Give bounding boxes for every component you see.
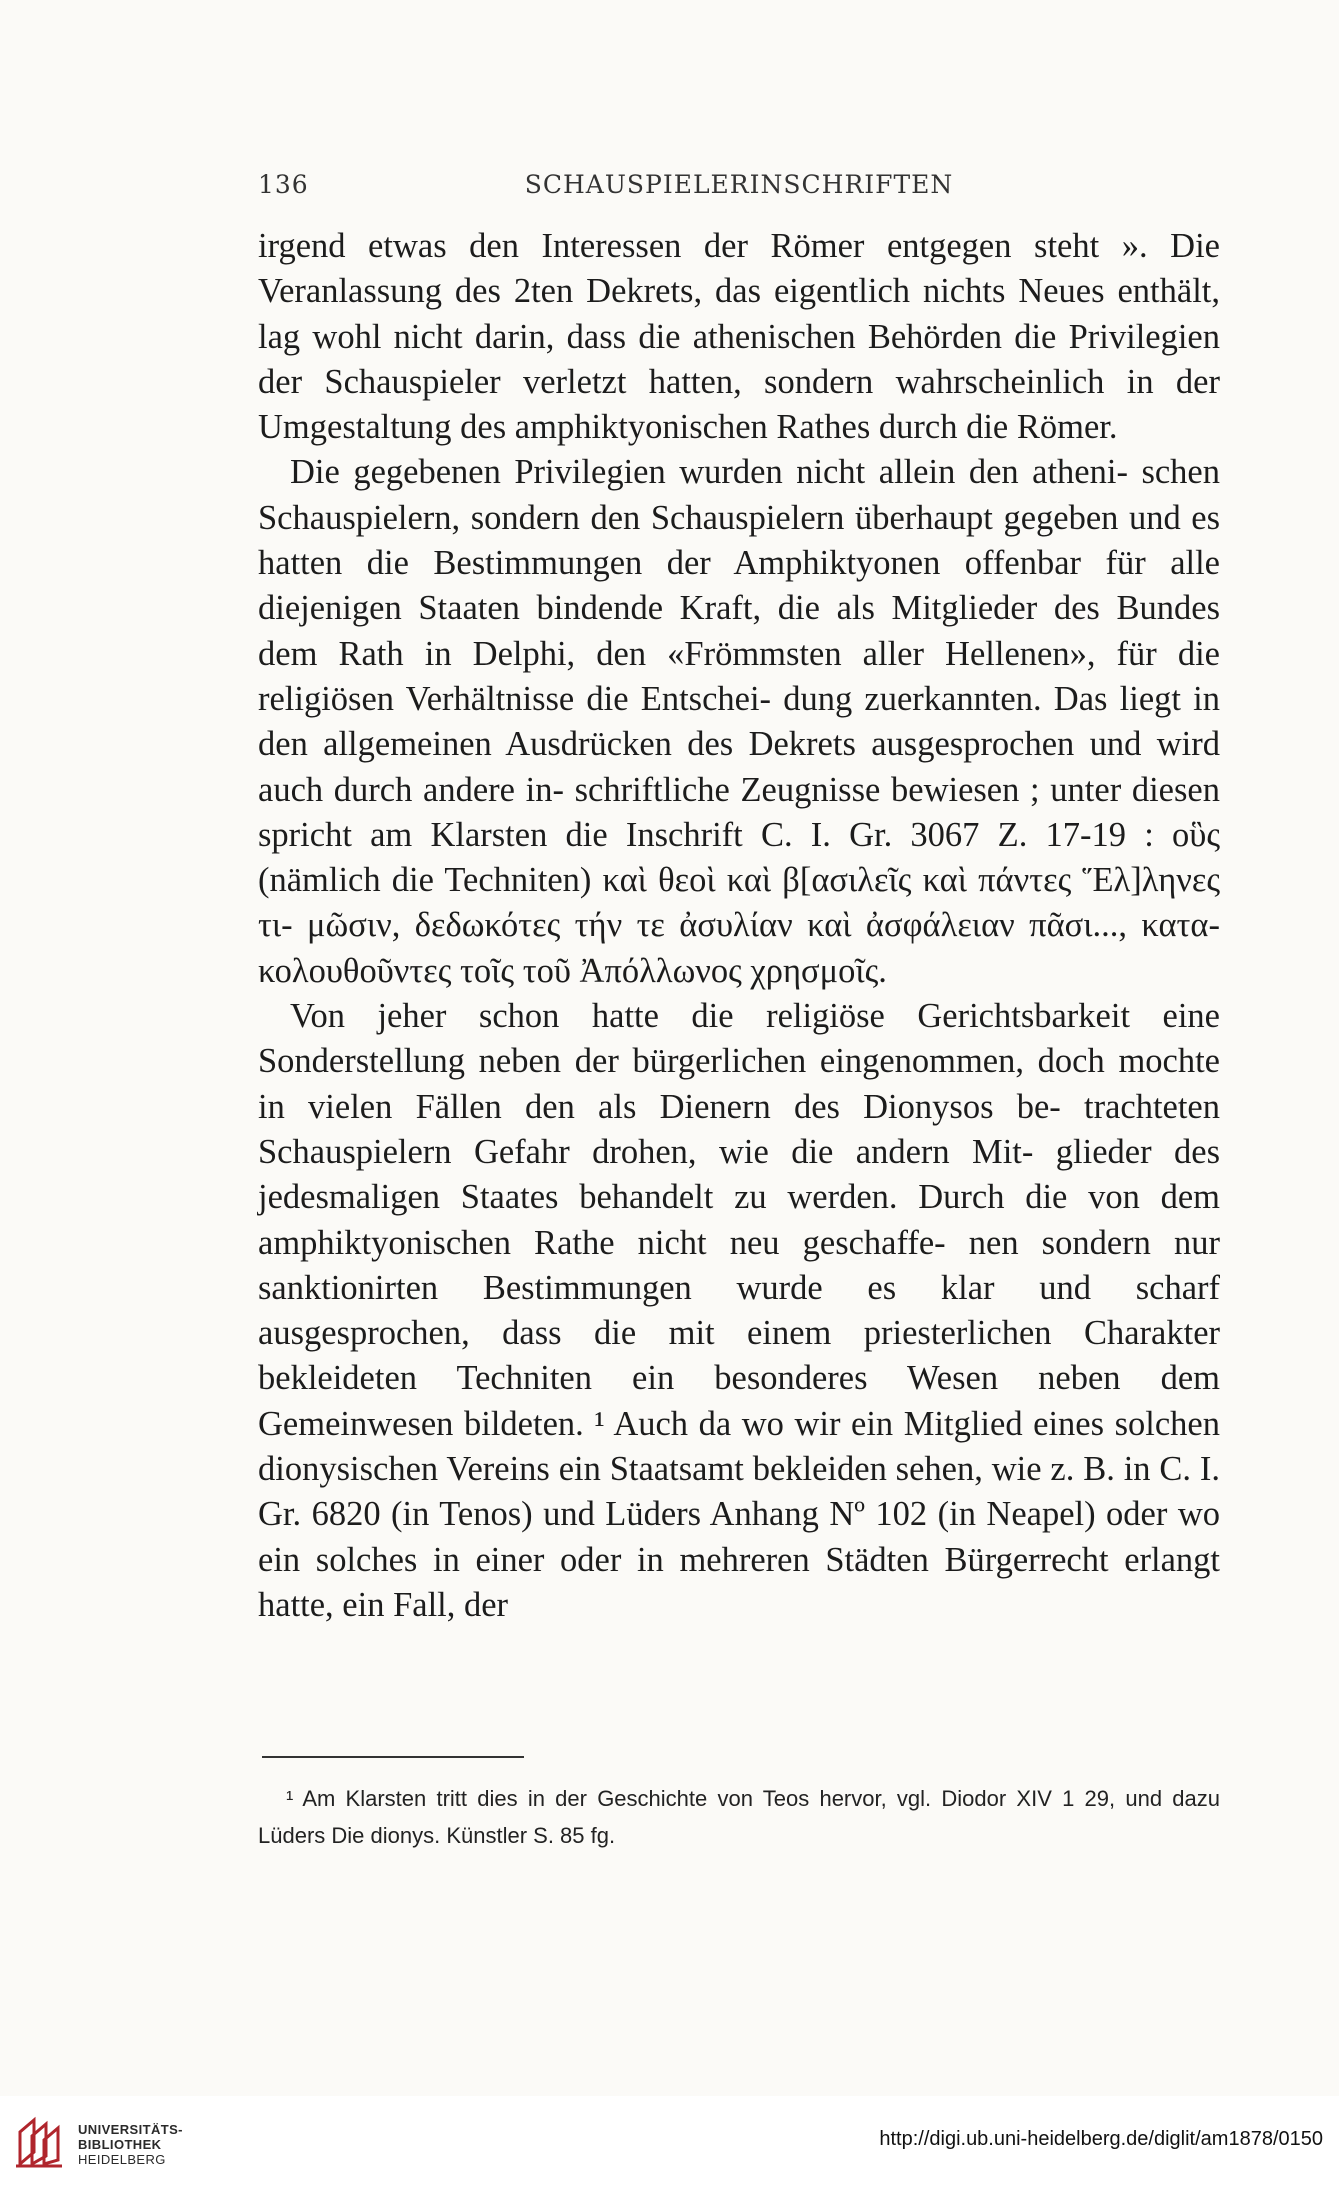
footnote-divider — [262, 1756, 524, 1758]
page-header — [258, 170, 1220, 210]
paragraph-2: Die gegebenen Privilegien wurden nicht allein den atheni- schen Schauspielern, sondern den Schauspielern überhaupt gegeben und es hatten die Bestimmungen der Amphiktyonen offenbar für alle diejenigen Staaten bindende Kraft, die als Mitglieder des Bundes dem Rath in Delphi, den «Frömmsten aller Hellenen», für die religiösen Verhältnisse die Entschei- dung zuerkannten. Das liegt in den allgemeinen Ausdrücken des Dekrets ausgesprochen und wird auch durch andere in- schriftliche Zeugnisse bewiesen ; unter diesen spricht am Klarsten die Inschrift C. I. Gr. 3067 Z. 17-19 : οὓς (nämlich die Techniten) καὶ θεοὶ καὶ β[ασιλεῖς καὶ πάντες Ἕλ]ληνες τι- μῶσιν, δεδωκότες τήν τε ἀσυλίαν καὶ ἀσφάλειαν πᾶσι..., κατα- κολουθοῦντες τοῖς τοῦ Ἀπόλλωνος χρησμοῖς. — [258, 453, 1220, 990]
running-head: SCHAUSPIELERINSCHRIFTEN — [524, 170, 954, 199]
institution-line-3: HEIDELBERG — [78, 2152, 166, 2167]
paragraph-3: Von jeher schon hatte die religiöse Gerichtsbarkeit eine Sonderstellung neben der bürgerlichen eingenommen, doch mochte in vielen Fällen den als Dienern des Dionysos be- trachteten Schauspielern Gefahr drohen, wie die andern Mit- glieder des jedesmaligen Staates behandelt zu werden. Durch die von dem amphiktyonischen Rathe nicht neu geschaffe- nen sondern nur sanktionirten Bestimmungen wurde es klar und scharf ausgesprochen, dass die mit einem priesterlichen Charakter bekleideten Techniten ein besonderes Wesen neben dem Gemeinwesen bildeten. ¹ Auch da wo wir ein Mitglied eines solchen dionysischen Vereins ein Staatsamt bekleiden sehen, wie z. B. in C. I. Gr. 6820 (in Tenos) und Lüders Anhang Nº 102 (in Neapel) oder wo ein solches in einer oder in mehreren Städten Bürgerrecht erlangt hatte, ein Fall, der — [258, 997, 1220, 1624]
library-logo-icon — [14, 2112, 64, 2170]
footnote-text: ¹ Am Klarsten tritt dies in der Geschichte von Teos hervor, vgl. Diodor XIV 1 29, und dazu Lüders Die dionys. Künstler S. 85 fg. — [258, 1786, 1220, 1848]
footnote — [258, 1780, 1220, 1854]
body-text — [258, 224, 1220, 1628]
page-number: 136 — [258, 170, 309, 199]
institution-name — [78, 2122, 183, 2167]
institution-line-2: BIBLIOTHEK — [78, 2137, 162, 2152]
source-url[interactable]: http://digi.ub.uni-heidelberg.de/diglit/am1878/0150 — [879, 2128, 1323, 2150]
institution-line-1: UNIVERSITÄTS- — [78, 2122, 183, 2137]
paragraph-1: irgend etwas den Interessen der Römer entgegen steht ». Die Veranlassung des 2ten Dekrets, das eigentlich nichts Neues enthält, lag wohl nicht darin, dass die athenischen Behörden die Privilegien der Schauspieler verletzt hatten, sondern wahrscheinlich in der Umgestaltung des amphiktyonischen Rathes durch die Römer. — [258, 227, 1220, 447]
